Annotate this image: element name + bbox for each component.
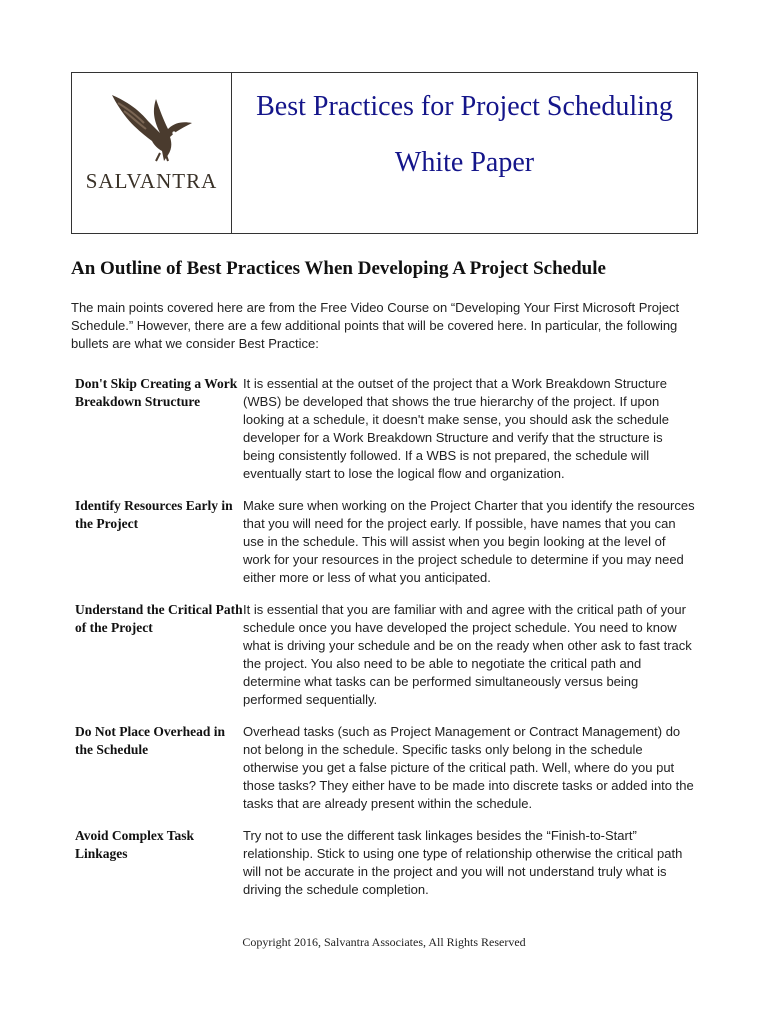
- title-block: [232, 73, 697, 233]
- intro-paragraph: The main points covered here are from the Free Video Course on “Developing Your First Microsoft Project Schedule.” However, there are a few additional points that will be covered here. In particular, the following bullets are what we consider Best Practice:: [71, 300, 680, 351]
- practice-item: [75, 723, 695, 813]
- header-box: [71, 72, 698, 234]
- practice-item: [75, 375, 695, 483]
- eagle-logo-icon: [108, 91, 198, 163]
- logo-text: SALVANTRA: [85, 169, 218, 193]
- practice-description: Overhead tasks (such as Project Management or Contract Management) do not belong in the schedule. Specific tasks only belong in the schedule otherwise you get a false picture of the critical path. Well, where do you put those tasks? They either have to be made into discrete tasks or added into the tasks that are already present within the schedule.: [243, 724, 694, 811]
- practice-label: Do Not Place Overhead in the Schedule: [75, 724, 225, 757]
- practice-item: [75, 601, 695, 709]
- practice-label: Identify Resources Early in the Project: [75, 498, 233, 531]
- practice-description: It is essential at the outset of the project that a Work Breakdown Structure (WBS) be developed that shows the true hierarchy of the project. If upon looking at a schedule, it doesn't make sense, you should ask the schedule developer for a Work Breakdown Structure and verify that the structure is being consistently followed. If a WBS is not prepared, the schedule will eventually start to lose the logical flow and organization.: [243, 376, 669, 481]
- section-heading: An Outline of Best Practices When Developing A Project Schedule: [71, 258, 606, 279]
- document-subtitle: White Paper: [394, 147, 535, 178]
- document-title: Best Practices for Project Scheduling: [256, 91, 673, 122]
- footer-copyright: Copyright 2016, Salvantra Associates, All Rights Reserved: [242, 935, 526, 949]
- practice-item: [75, 497, 695, 587]
- practice-description: Try not to use the different task linkages besides the “Finish-to-Start” relationship. Stick to using one type of relationship otherwise the critical path will not be accurate in the project and you will not understand truly what is driving the schedule completion.: [243, 828, 683, 897]
- practice-label: Understand the Critical Path of the Project: [75, 602, 243, 635]
- practice-description: Make sure when working on the Project Charter that you identify the resources that you will need for the project early. If possible, have names that you can use in the schedule. This will assist when you begin looking at the level of work for your resources in the project schedule to determine if you may need either more or less of what you anticipated.: [243, 498, 695, 585]
- practice-label: Avoid Complex Task Linkages: [75, 828, 195, 861]
- logo: [72, 73, 232, 233]
- practice-label: Don't Skip Creating a Work Breakdown Structure: [75, 376, 238, 409]
- practice-description: It is essential that you are familiar with and agree with the critical path of your schedule once you have developed the project schedule. You need to know what is driving your schedule and be on the ready when other ask to fast track the project. You also need to be able to negotiate the critical path and determine what tasks can be performed simultaneously versus being performed sequentially.: [243, 602, 692, 707]
- practice-item: [75, 827, 695, 899]
